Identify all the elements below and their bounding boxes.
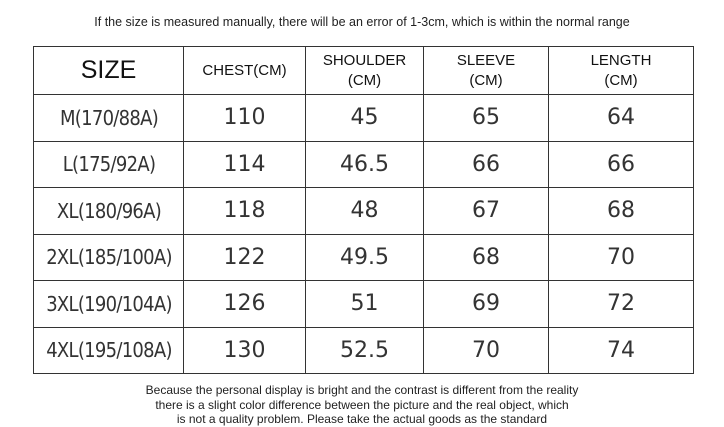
size-cell: 2XL(185/100A): [41, 234, 176, 281]
size-cell: XL(180/96A): [41, 188, 176, 235]
table-row: [34, 188, 694, 235]
sleeve-cell: 65: [424, 95, 549, 142]
shoulder-cell: 45: [306, 95, 424, 142]
shoulder-cell: 51: [306, 281, 424, 328]
length-cell: 70: [549, 234, 694, 281]
sleeve-cell: 66: [424, 141, 549, 188]
table-row: [34, 234, 694, 281]
chest-cell: 122: [184, 234, 306, 281]
chest-cell: 110: [184, 95, 306, 142]
header-chest: [184, 47, 306, 95]
color-note-line2: there is a slight color difference between the picture and the real object, which: [155, 397, 569, 412]
shoulder-cell: 48: [306, 188, 424, 235]
header-shoulder-line2: (CM): [347, 71, 382, 89]
size-cell: 4XL(195/108A): [41, 327, 176, 374]
chest-cell: 114: [184, 141, 306, 188]
size-cell: L(175/92A): [41, 141, 176, 188]
header-length-line1: LENGTH: [590, 51, 652, 69]
length-cell: 74: [549, 327, 694, 374]
table-row: [34, 141, 694, 188]
header-sleeve-line1: SLEEVE: [456, 51, 516, 69]
shoulder-cell: 52.5: [306, 327, 424, 374]
header-shoulder-line1: SHOULDER: [322, 51, 407, 69]
sleeve-cell: 70: [424, 327, 549, 374]
chest-cell: 118: [184, 188, 306, 235]
table-row: [34, 327, 694, 374]
length-cell: 66: [549, 141, 694, 188]
length-cell: 68: [549, 188, 694, 235]
header-shoulder: [306, 47, 424, 95]
table-row: [34, 95, 694, 142]
header-sleeve: [424, 47, 549, 95]
table-header-row: [34, 47, 694, 95]
measurement-error-note: If the size is measured manually, there will be an error of 1-3cm, which is within the normal range: [94, 15, 630, 29]
shoulder-cell: 46.5: [306, 141, 424, 188]
header-length-line2: (CM): [604, 71, 638, 89]
shoulder-cell: 49.5: [306, 234, 424, 281]
header-size: SIZE: [34, 47, 184, 95]
size-cell: 3XL(190/104A): [41, 281, 176, 328]
color-difference-note: [0, 383, 724, 427]
header-length: [549, 47, 694, 95]
header-sleeve-line2: (CM): [469, 71, 503, 89]
chest-cell: 130: [184, 327, 306, 374]
color-note-line3: is not a quality problem. Please take the actual goods as the standard: [176, 412, 548, 426]
table-row: [34, 281, 694, 328]
header-chest-label: CHEST(CM): [202, 61, 287, 79]
size-cell: M(170/88A): [41, 95, 176, 142]
sleeve-cell: 67: [424, 188, 549, 235]
sleeve-cell: 68: [424, 234, 549, 281]
size-chart-table: [33, 46, 694, 374]
length-cell: 64: [549, 95, 694, 142]
sleeve-cell: 69: [424, 281, 549, 328]
color-note-line1: Because the personal display is bright and the contrast is different from the reality: [145, 383, 579, 397]
chest-cell: 126: [184, 281, 306, 328]
length-cell: 72: [549, 281, 694, 328]
